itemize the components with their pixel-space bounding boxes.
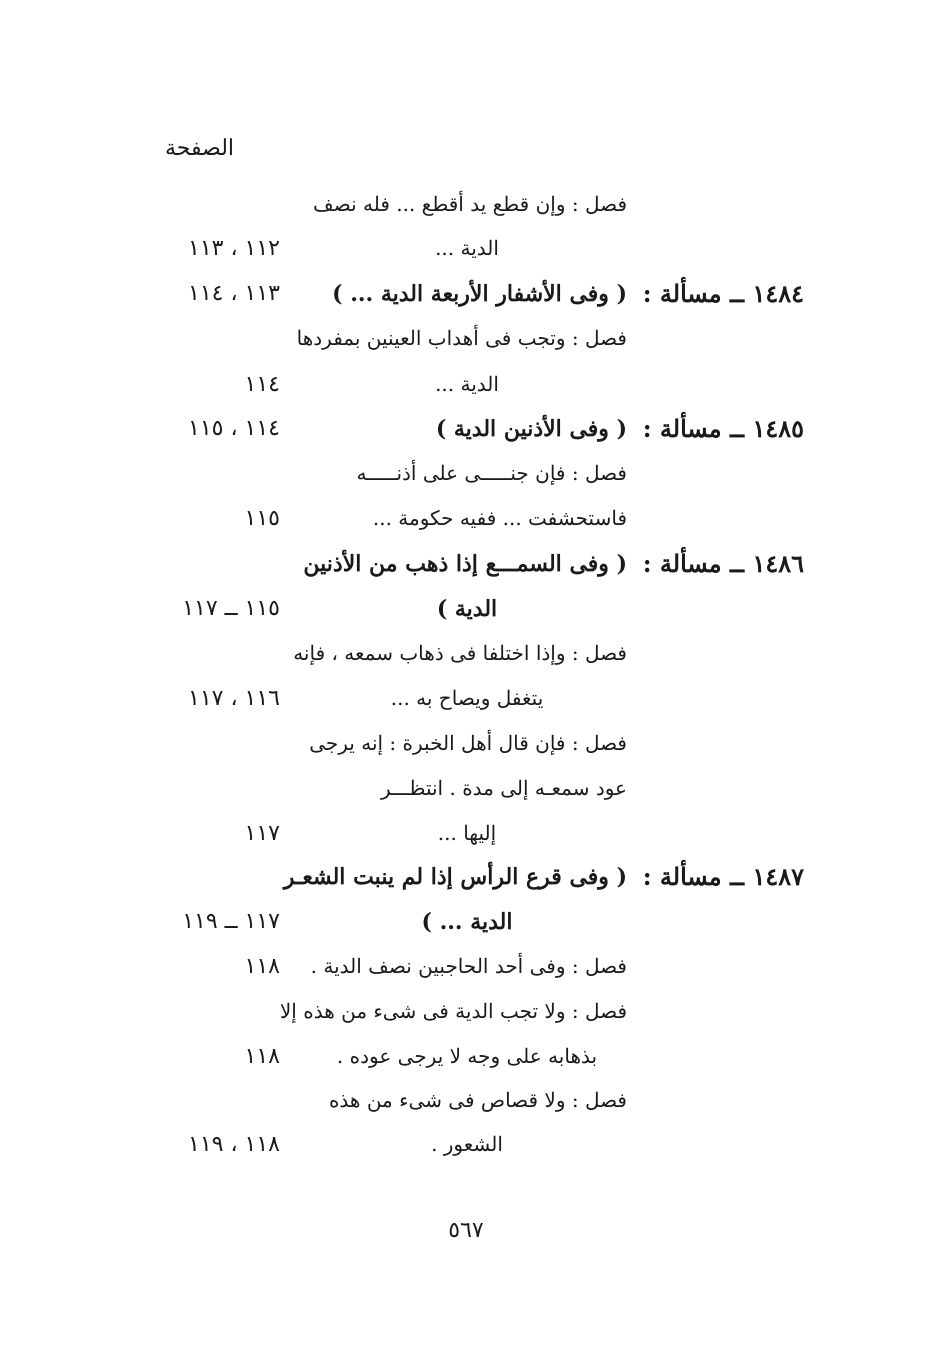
page-reference: ١١٧ ــ ١١٩ [182,909,280,934]
index-row [0,455,932,495]
masala-number: ١٤٨٧ ــ مسألة : [642,862,804,891]
index-row [0,903,932,943]
index-row [0,1082,932,1122]
index-row [0,858,932,898]
entry-text: الدية ... [435,236,499,260]
entry-text: ( وفى الأشفار الأربعة الدية ... ) [332,281,627,307]
page-reference: ١١٨ [244,954,280,979]
index-row [0,725,932,765]
entry-text: فصل : فإن قال أهل الخبرة : إنه يرجى [309,731,627,755]
index-row [0,680,932,720]
index-row [0,993,932,1033]
page-reference: ١١٤ ، ١١٥ [188,416,280,441]
index-row [0,815,932,855]
index-row [0,366,932,406]
entry-text: فصل : وإن قطع يد أقطع ... فله نصف [313,192,627,216]
entry-text: إليها ... [437,821,497,845]
entry-text: الدية ... ) [421,909,513,935]
entry-text: يتغفل ويصاح به ... [390,686,544,710]
masala-number: ١٤٨٤ ــ مسألة : [642,279,804,308]
index-row [0,275,932,315]
index-row [0,770,932,810]
page-reference: ١١٨ [244,1044,280,1069]
page-reference: ١١٢ ، ١١٣ [188,236,280,261]
entry-text: عود سمعـه إلى مدة . انتظـــر [380,776,627,800]
entry-text: فصل : وفى أحد الحاجبين نصف الدية . [310,954,627,978]
index-row [0,948,932,988]
entry-text: ( وفى قرع الرأس إذا لم ينبت الشعـر [283,864,627,890]
entry-text: فصل : ولا تجب الدية فى شىء من هذه إلا [279,999,627,1023]
index-row [0,410,932,450]
entry-text: فاستحشفت ... ففيه حكومة ... [372,506,627,530]
page-column-header: الصفحة [165,136,235,161]
index-row [0,500,932,540]
page-reference: ١١٧ [244,821,280,846]
index-row [0,230,932,270]
entry-text: فصل : ولا قصاص فى شىء من هذه [328,1088,627,1112]
index-row [0,186,932,226]
entry-text: الشعور . [431,1132,503,1156]
page-reference: ١١٨ ، ١١٩ [188,1132,280,1157]
page-reference: ١١٥ ــ ١١٧ [182,596,280,621]
entry-text: الدية ... [435,372,499,396]
page-number: ٥٦٧ [448,1218,484,1243]
index-row [0,1126,932,1166]
entry-text: بذهابه على وجه لا يرجى عوده . [336,1044,598,1068]
index-row [0,545,932,585]
index-row [0,590,932,630]
page-reference: ١١٦ ، ١١٧ [188,686,280,711]
page-reference: ١١٣ ، ١١٤ [188,281,280,306]
masala-number: ١٤٨٥ ــ مسألة : [642,414,804,443]
entry-text: الدية ) [436,596,498,622]
index-row [0,320,932,360]
entry-text: ( وفى السمـــع إذا ذهب من الأذنين [303,551,627,577]
index-row [0,635,932,675]
index-row [0,1038,932,1078]
page-reference: ١١٤ [244,372,280,397]
page-reference: ١١٥ [244,506,280,531]
entry-text: فصل : وتجب فى أهداب العينين بمفردها [296,326,627,350]
masala-number: ١٤٨٦ ــ مسألة : [642,549,804,578]
entry-text: ( وفى الأذنين الدية ) [435,416,627,442]
entry-text: فصل : وإذا اختلفا فى ذهاب سمعه ، فإنه [293,641,627,665]
entry-text: فصل : فإن جنـــــى على أذنـــــه [356,461,627,485]
